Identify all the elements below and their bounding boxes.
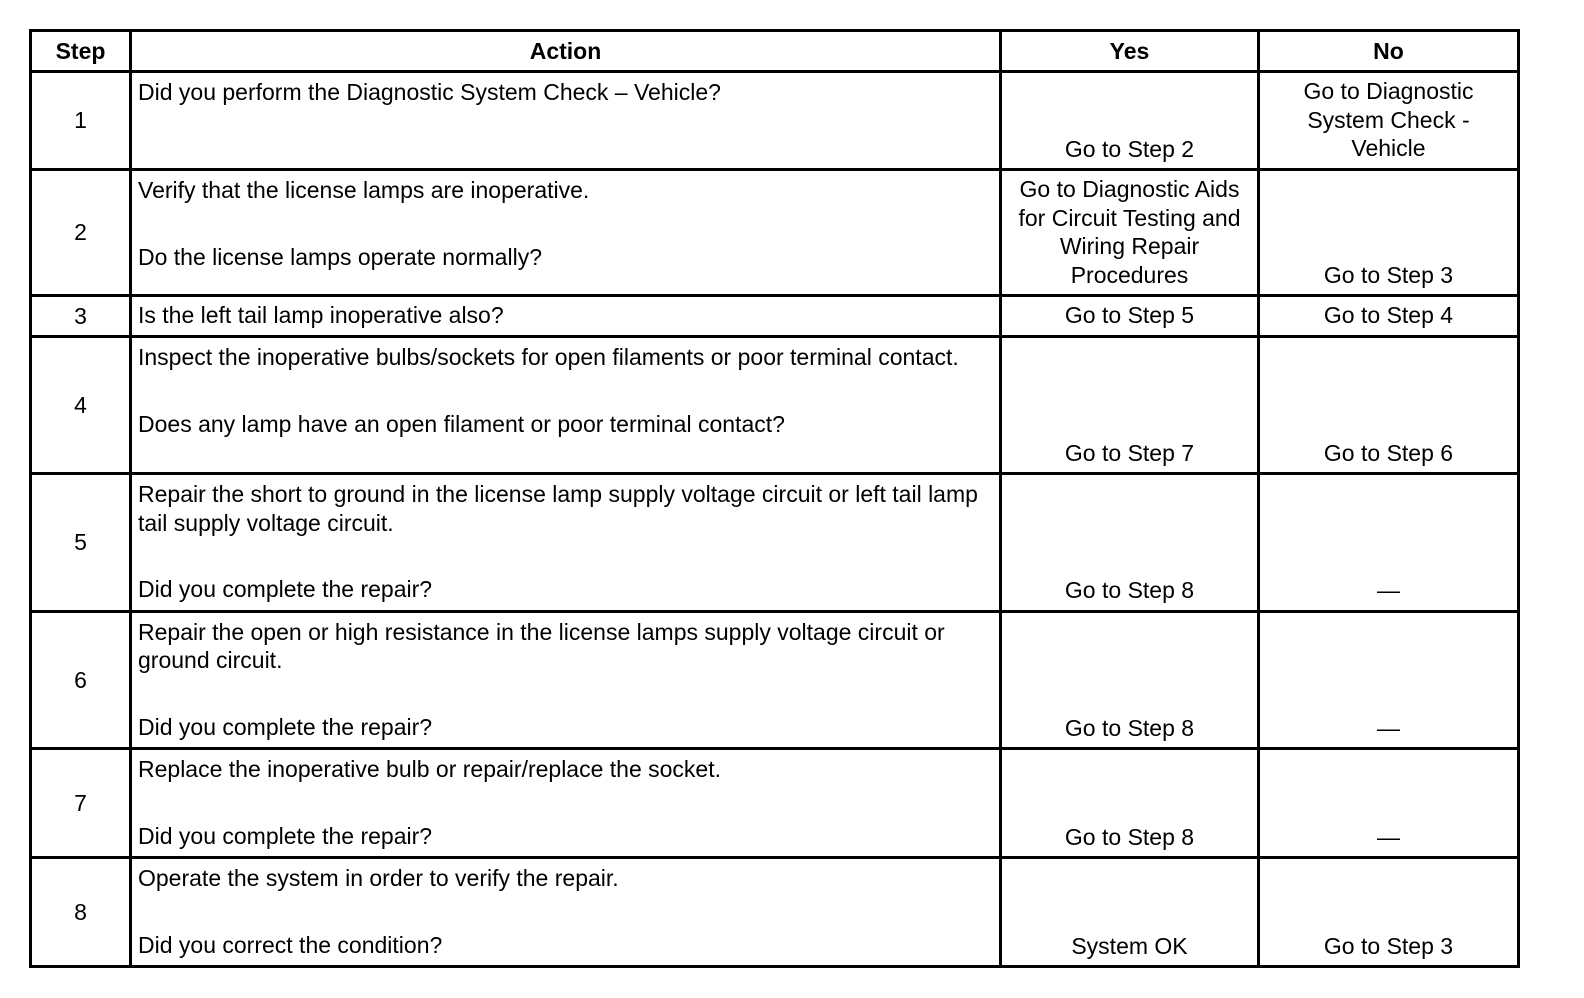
step-number: 6 <box>31 611 131 749</box>
no-cell: Go to Step 3 <box>1259 170 1519 296</box>
step-number: 5 <box>31 474 131 612</box>
header-yes: Yes <box>1001 31 1259 72</box>
table-row <box>31 337 1519 474</box>
action-cell <box>131 72 1001 170</box>
step-number: 8 <box>31 858 131 967</box>
table-row <box>31 858 1519 967</box>
yes-cell: Go to Step 8 <box>1001 749 1259 858</box>
yes-cell: Go to Step 5 <box>1001 296 1259 337</box>
action-text: Verify that the license lamps are inoperative. <box>138 177 590 203</box>
action-cell <box>131 474 1001 612</box>
header-step: Step <box>31 31 131 72</box>
table-row <box>31 170 1519 296</box>
action-cell <box>131 858 1001 967</box>
table-row <box>31 72 1519 170</box>
no-cell: — <box>1259 474 1519 612</box>
header-no: No <box>1259 31 1519 72</box>
action-question: Did you complete the repair? <box>138 576 433 602</box>
table-header-row <box>31 31 1519 72</box>
action-question: Do the license lamps operate normally? <box>138 243 542 270</box>
no-cell: Go to Step 6 <box>1259 337 1519 474</box>
no-cell: Go to Step 3 <box>1259 858 1519 967</box>
action-cell <box>131 337 1001 474</box>
action-text: Replace the inoperative bulb or repair/replace the socket. <box>138 756 722 782</box>
no-text: Go to Diagnostic System Check - Vehicle <box>1303 78 1474 161</box>
step-number: 2 <box>31 170 131 296</box>
action-question: Did you complete the repair? <box>138 713 433 740</box>
diagnostic-table <box>29 29 1520 968</box>
table-row <box>31 474 1519 612</box>
action-cell <box>131 611 1001 749</box>
action-text: Repair the open or high resistance in the license lamps supply voltage circuit or ground circuit. <box>138 618 945 673</box>
action-question: Did you correct the condition? <box>138 931 443 958</box>
action-cell <box>131 296 1001 337</box>
yes-cell: System OK <box>1001 858 1259 967</box>
yes-cell: Go to Step 8 <box>1001 611 1259 749</box>
no-cell: — <box>1259 611 1519 749</box>
yes-cell: Go to Step 2 <box>1001 72 1259 170</box>
table-row <box>31 749 1519 858</box>
table-row <box>31 296 1519 337</box>
action-text: Did you perform the Diagnostic System Check – Vehicle? <box>138 79 721 105</box>
action-question: Does any lamp have an open filament or poor terminal contact? <box>138 410 785 437</box>
action-text: Repair the short to ground in the license lamp supply voltage circuit or left tail lamp tail supply voltage circuit. <box>138 481 978 536</box>
action-cell <box>131 170 1001 296</box>
action-cell <box>131 749 1001 858</box>
step-number: 4 <box>31 337 131 474</box>
step-number: 1 <box>31 72 131 170</box>
no-cell <box>1259 72 1519 170</box>
yes-cell: Go to Diagnostic Aids for Circuit Testing and Wiring Repair Procedures <box>1001 170 1259 296</box>
action-question: Did you complete the repair? <box>138 822 433 849</box>
action-text: Inspect the inoperative bulbs/sockets for open filaments or poor terminal contact. <box>138 344 959 370</box>
step-number: 3 <box>31 296 131 337</box>
header-action: Action <box>131 31 1001 72</box>
yes-cell: Go to Step 7 <box>1001 337 1259 474</box>
step-number: 7 <box>31 749 131 858</box>
action-text: Operate the system in order to verify the repair. <box>138 865 619 891</box>
no-cell: Go to Step 4 <box>1259 296 1519 337</box>
action-question: Is the left tail lamp inoperative also? <box>138 302 504 328</box>
no-cell: — <box>1259 749 1519 858</box>
table-row <box>31 611 1519 749</box>
yes-cell: Go to Step 8 <box>1001 474 1259 612</box>
